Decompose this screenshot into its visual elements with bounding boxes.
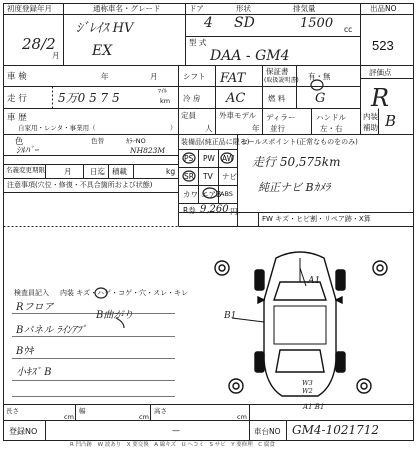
color-label: 色: [15, 137, 24, 147]
mileage-value: 5万0 5 7 5: [58, 91, 120, 105]
shaken-label: 車 検: [7, 72, 27, 82]
name-change-day: 日迄: [90, 167, 105, 176]
history-sub: 自家用・レンタ・事業用（: [18, 124, 96, 132]
equip-ps: PS: [184, 154, 194, 163]
sales-point-2: 純正ナビ Bｶﾒﾗ: [258, 181, 331, 194]
inspection-label: 検査員記入: [14, 289, 49, 297]
first-reg-label: 初度登録年月: [7, 4, 52, 13]
dealer-label: ディラー: [266, 113, 296, 122]
inspection-note-2: Bパネル ﾗｲﾝｱﾌﾟ: [16, 325, 87, 336]
model-label: 型 式: [189, 38, 207, 47]
sales-point-1: 走行 50,575km: [252, 155, 341, 169]
recycle-value: 9,260: [200, 204, 229, 215]
equip-aw: AW: [222, 154, 235, 163]
equip-tv: TV: [203, 172, 213, 181]
diagram-label-w2: W2: [302, 387, 313, 395]
capacity-unit: 人: [205, 124, 213, 133]
sales-points-footer: FW キズ・ヒビ割・リペア跡・X算: [262, 215, 371, 223]
fuel-value: G: [315, 91, 326, 106]
grade-value: EX: [92, 43, 113, 59]
displacement-value: 1500: [300, 16, 334, 31]
exhibit-no-label: 出品NO: [370, 4, 397, 13]
inspection-note-3: Bｳｷ: [16, 346, 34, 357]
load-unit: kg: [166, 167, 176, 176]
sales-points-title: セールスポイント(正常なものをのみ): [241, 138, 358, 146]
height-label: 高さ: [154, 407, 167, 415]
equip-sr: SR: [184, 172, 194, 181]
history-close: ）: [170, 124, 177, 132]
equip-leather: カワ: [183, 190, 198, 199]
diagram-label-a1: A1: [308, 276, 321, 286]
dealer-sub: 並行: [270, 124, 285, 133]
ext-model-label: 外車モデル: [219, 111, 257, 120]
equip-airbag: エアB: [201, 190, 222, 199]
aircon-value: AC: [226, 91, 246, 106]
warranty-sub: (取扱説明書): [264, 77, 299, 84]
color-no-label: ｶﾗｰNO: [126, 137, 146, 145]
car-name-label: 通称車名・グレード: [93, 4, 161, 13]
inspection-options: 内装 キズ・ハゲ・コゲ・穴・スレ・キレ: [60, 289, 189, 297]
shaken-month: 月: [150, 72, 158, 81]
rating-label: 評価点: [369, 68, 392, 77]
shift-label: シフト: [183, 72, 206, 81]
chassis-no-value: GM4-1021712: [292, 423, 380, 437]
name-change-month: 月: [64, 167, 72, 176]
diagram-label-w3: W3: [302, 379, 313, 387]
capacity-label: 定員: [181, 111, 196, 120]
inspection-note-4: 小ｷｽﾞ B: [16, 367, 52, 378]
interior-sub: 補助: [363, 123, 378, 132]
shift-value: FAT: [220, 71, 246, 86]
history-label: 車 歴: [7, 113, 27, 123]
diagram-label-rear: A1 B1: [303, 403, 325, 411]
door-label: ドア: [189, 4, 204, 13]
color-code: NH823M: [130, 146, 166, 155]
warranty-options: 有・無: [308, 72, 331, 81]
car-name-value: ｼﾞﾚｲｽ HV: [76, 21, 134, 36]
shaken-year: 年: [101, 72, 109, 81]
shape-label: 形状: [236, 4, 251, 13]
reg-no-dash: —: [172, 426, 180, 435]
equip-abs: ABS: [220, 190, 233, 198]
diagram-label-b1: B1: [224, 311, 237, 321]
damage-code-legend: R 凹凸跡 W 波あり X 要交換 A 線キズ U ヘコミ S サビ Y 要修理 C 腐食: [70, 442, 275, 448]
length-label: 長さ: [6, 407, 19, 415]
length-unit: cm: [64, 413, 74, 421]
mileage-label: 走 行: [7, 94, 27, 104]
chassis-no-label: 車台NO: [254, 427, 281, 436]
ext-model-year: 年: [252, 124, 260, 133]
car-diagram: [215, 252, 387, 396]
equip-navi: ナビ: [222, 172, 237, 181]
mileage-unit-km: km: [160, 97, 171, 105]
equipment-title: 装備品(純正品に限る): [181, 138, 250, 146]
fuel-label: 燃 料: [268, 94, 286, 103]
recycle-unit: 円: [230, 207, 238, 216]
warranty-label: 保証書: [266, 67, 289, 76]
reg-no-label: 登録NO: [9, 427, 38, 436]
exhibit-no-value: 523: [372, 38, 394, 53]
width-label: 幅: [79, 407, 86, 415]
recycle-label: R券: [183, 206, 196, 215]
model-value: DAA - GM4: [210, 48, 290, 64]
width-unit: cm: [139, 413, 149, 421]
door-value: 4: [204, 15, 213, 31]
first-reg-value: 28/2: [22, 35, 56, 53]
first-reg-month: 月: [52, 51, 60, 60]
interior-value: B: [385, 112, 397, 130]
interior-label: 内装: [363, 112, 378, 121]
displacement-label: 排気量: [293, 4, 316, 13]
rating-value: R: [371, 84, 390, 112]
aircon-label: 冷 房: [183, 94, 201, 103]
inspection-note-right: B曲がり: [96, 310, 134, 321]
cc-unit: cc: [344, 25, 353, 34]
color-change-label: 色替: [91, 137, 104, 145]
height-unit: cm: [237, 413, 247, 421]
name-change-label: 名義変更期限: [6, 166, 45, 174]
color-value: ｼﾙﾊﾞｰ: [16, 146, 39, 156]
mileage-unit-mile: ﾏｲﾙ: [158, 88, 168, 95]
handle-label: ハンドル: [316, 113, 346, 122]
notes-label: 注意事項(穴位・修復・不具合箇所および状態): [7, 181, 153, 189]
inspection-note-1: Rフロア: [16, 302, 54, 313]
shape-value: SD: [234, 15, 255, 31]
equip-pw: PW: [203, 154, 215, 163]
load-label: 積載: [112, 167, 127, 176]
handle-sub: 左・右: [320, 124, 343, 133]
